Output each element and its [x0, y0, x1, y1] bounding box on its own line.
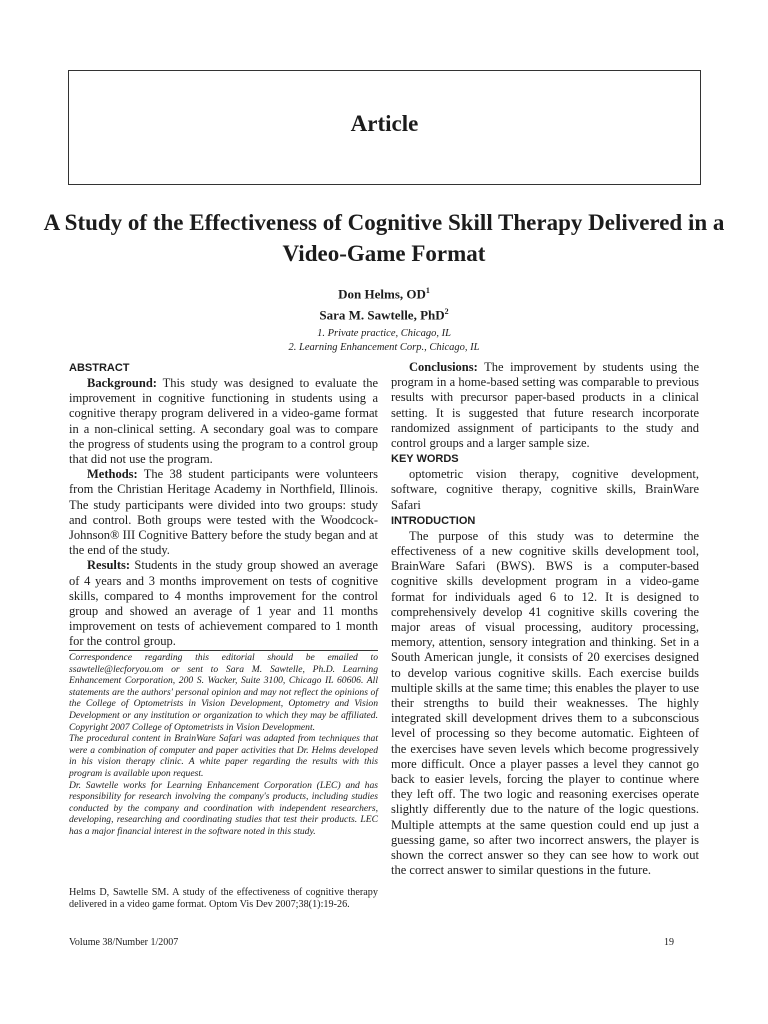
- conclusions-label: Conclusions:: [409, 360, 478, 374]
- correspondence-notes: [69, 652, 378, 838]
- results-text: Students in the study group showed an average of 4 years and 3 months improvement on tests of cognitive skills, compared to 4 months improvement for the control group and showed an average of 1 year and 11 months improvement on tests of achievement compared to 1 month for the control group.: [69, 558, 379, 649]
- author-affil-mark: 1: [425, 286, 430, 295]
- introduction-text: The purpose of this study was to determine the effectiveness of a new cognitive skills development tool, BrainWare Safari (BWS). BWS is a computer-based cognitive skills development program in a video-game format for individuals aged 6 to 12. It is designed to comprehensively develop 41 cognitive skills covering the major areas of visual processing, auditory processing, memory, attention, sensory integration and thinking. Set in a South American jungle, it consists of 20 exercises designed to develop various cognitive skills. Each exercise builds multiple skills at the same time; this enables the player to use their strengths to build their weaknesses. The highly integrated skill development drives them to a subconscious level of processing so they become automatic. Eighteen of the exercises have seven levels which become progressively more difficult. Once a player passes a level they cannot go back to easier levels, forcing the player to continue where they left off. The two logic and reasoning exercises operate slightly differently due to the nature of the logic questions. Multiple attempts at the same question could end up just a guessing game, so after two incorrect answers, the player is shown the correct answer so they can see how to work out the correct answer to similar questions in the future.: [391, 528, 699, 878]
- left-column: [69, 360, 378, 650]
- conclusions-text: The improvement by students using the program in a home-based setting was comparable to previous results with precursor paper-based products in a clinical setting. It is suggested that future research incorporate randomized assignment of participants to the study and control groups and a larger sample size.: [391, 360, 700, 451]
- background-text: This study was designed to evaluate the improvement in cognitive functioning in students using a cognitive therapy program delivered in a video-game format in a non-clinical setting. A secondary goal was to compare the progress of students using the program to a control group that did not use the program.: [69, 376, 378, 467]
- author-line: [0, 303, 768, 324]
- author-name: Don Helms, OD: [338, 286, 426, 302]
- footnote-divider: [69, 650, 378, 651]
- affiliation: 2. Learning Enhancement Corp., Chicago, IL: [288, 342, 480, 353]
- keywords-text: optometric vision therapy, cognitive development, software, cognitive therapy, cognitive skills, BrainWare Safari: [391, 467, 699, 512]
- abstract-results: [69, 558, 378, 649]
- right-column: [391, 360, 699, 879]
- note-paragraph: Dr. Sawtelle works for Learning Enhancement Corporation (LEC) and has responsibility for research involving the company's products, including studies conducted by the company and coordination with independent researchers, developing, researching and coordinating studies that test their products. LEC has a major financial interest in the software noted in this study.: [69, 779, 378, 837]
- affiliation-list: [0, 327, 768, 355]
- abstract-methods: [69, 467, 378, 558]
- article-banner: [68, 70, 701, 185]
- author-line: [0, 282, 768, 303]
- abstract-conclusions: [391, 360, 699, 451]
- author-list: [0, 282, 768, 325]
- article-title: A Study of the Effectiveness of Cognitive Skill Therapy Delivered in a Video-Game Format: [43, 210, 725, 266]
- keywords-heading: KEY WORDS: [391, 453, 459, 466]
- note-paragraph: The procedural content in BrainWare Safari was adapted from techniques that were a combination of computer and paper activities that Dr. Helms developed in his vision therapy clinic. A white paper regarding the results with this program is available upon request.: [69, 733, 378, 779]
- author-name: Sara M. Sawtelle, PhD: [319, 307, 445, 323]
- author-affil-mark: 2: [444, 307, 449, 317]
- note-paragraph: Correspondence regarding this editorial should be emailed to ssawtelle@lecforyou.om or sent to Sara M. Sawtelle, Ph.D. Learning Enhancement Corporation, 200 S. Wacker, Suite 3100, Chicago IL 60606. All statements are the authors' personal opinion and may not reflect the opinions of the College of Optometrists in Vision Development, Optometry and Vision Development or any institution or organization to which they may be affiliated. Copyright 2007 College of Optometrists in Vision Development.: [69, 652, 378, 733]
- volume-footer: Volume 38/Number 1/2007: [69, 937, 179, 948]
- page-number: 19: [664, 937, 674, 948]
- methods-text: The 38 student participants were volunteers from the Christian Heritage Academy in Northfield, Illinois. The study participants were divided into two groups: study and control. Both groups were tested with the Woodcock-Johnson® III Cognitive Battery before the study began and at the end of the study.: [69, 467, 378, 558]
- background-label: Background:: [87, 376, 157, 390]
- citation: Helms D, Sawtelle SM. A study of the effectiveness of cognitive therapy delivered in a video game format. Optom Vis Dev 2007;38(1):19-26.: [69, 887, 378, 911]
- results-label: Results:: [87, 558, 131, 573]
- banner-label: Article: [350, 111, 419, 136]
- abstract-heading: ABSTRACT: [69, 362, 130, 374]
- affiliation: 1. Private practice, Chicago, IL: [317, 328, 451, 339]
- abstract-background: [69, 376, 378, 467]
- introduction-heading: INTRODUCTION: [391, 514, 476, 527]
- methods-label: Methods:: [87, 467, 138, 482]
